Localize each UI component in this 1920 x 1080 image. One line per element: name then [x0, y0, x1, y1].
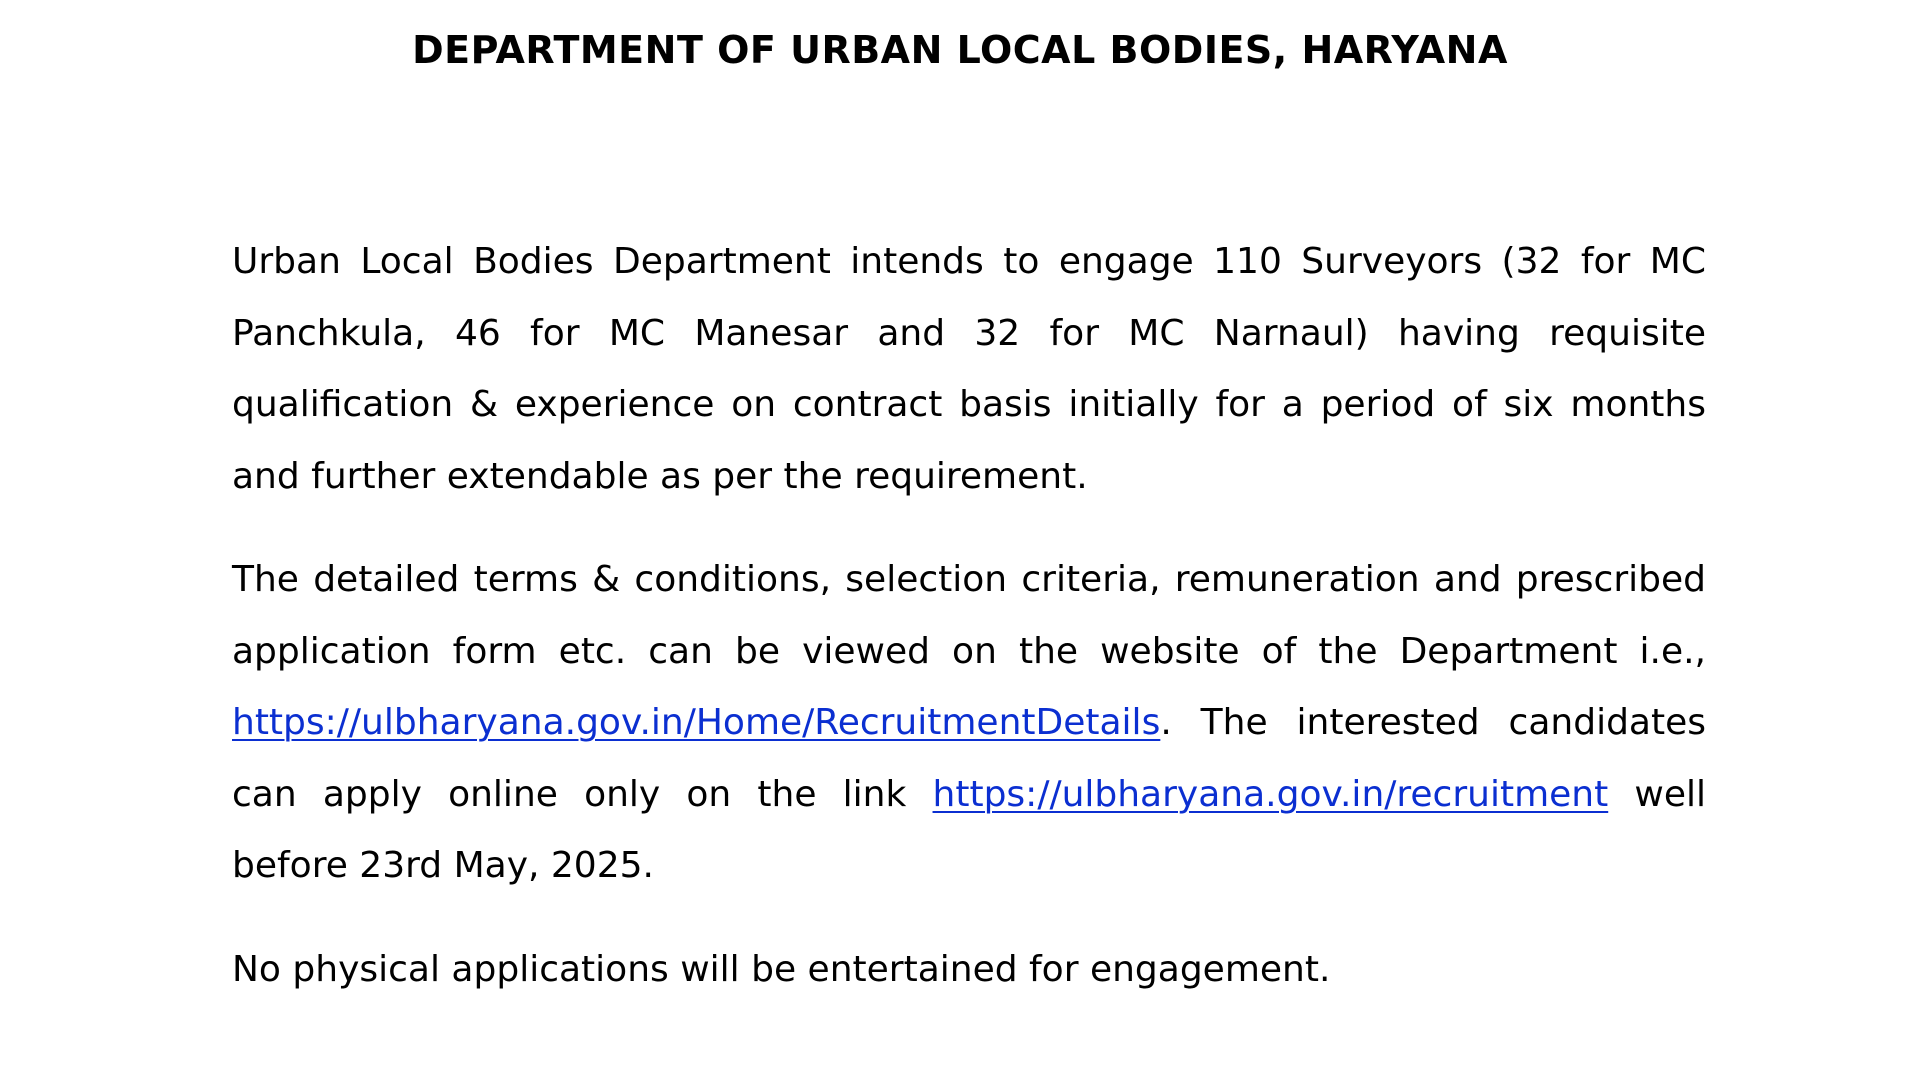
recruitment-details-link[interactable]: https://ulbharyana.gov.in/Home/RecruitmentDetails	[232, 702, 1161, 743]
paragraph-engagement: Urban Local Bodies Department intends to engage 110 Surveyors (32 for MC Panchkula, 46 for MC Manesar and 32 for MC Narnaul) having requisite qualification & experience on contract basis initially for a period of six months and further extendable as per the requirement.	[232, 241, 1706, 497]
document-title: DEPARTMENT OF URBAN LOCAL BODIES, HARYANA	[412, 28, 1508, 72]
paragraph-details-text-1: The detailed terms & conditions, selection criteria, remuneration and prescribed application form etc. can be viewed on the website of the Department i.e.,	[232, 559, 1706, 672]
document-body	[232, 226, 1706, 1037]
paragraph-details-text-3: well before 23rd May, 2025.	[232, 773, 1706, 886]
paragraph-details-text-2: . The interested candidates can apply online only on the link	[232, 702, 1706, 815]
recruitment-apply-link[interactable]: https://ulbharyana.gov.in/recruitment	[932, 773, 1609, 815]
paragraph-no-physical: No physical applications will be entertained for engagement.	[232, 948, 1331, 990]
paragraph-details	[232, 544, 1706, 902]
